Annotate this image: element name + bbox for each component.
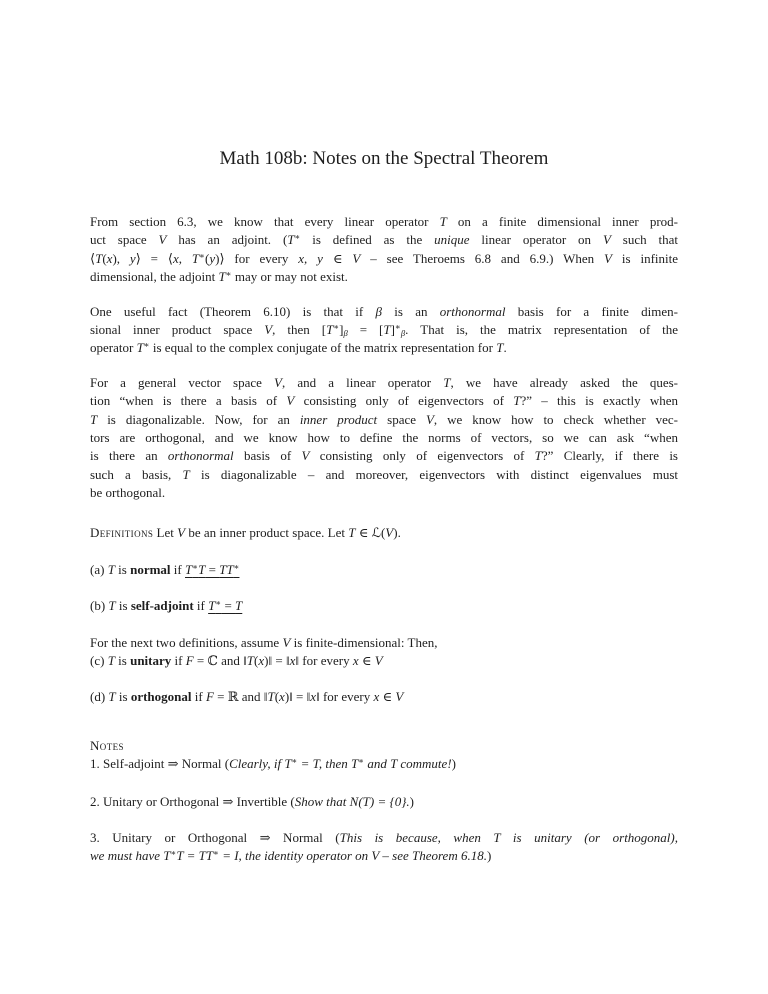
page-title: Math 108b: Notes on the Spectral Theorem	[219, 148, 549, 169]
text-line: (a) T is normal if T∗T = TT∗	[90, 561, 240, 577]
notes-heading	[90, 737, 678, 755]
definition-b-self-adjoint	[90, 597, 678, 615]
text-line: (c) T is unitary if F = ℂ and ‖T(x)‖ = ‖x‖ for every x ∈ V	[90, 653, 383, 669]
paragraph-theorem-6-10	[90, 303, 678, 358]
text-line: T is diagonalizable. Now, for an inner product space V, we know how to check whether vec-	[90, 411, 678, 427]
definition-d-orthogonal	[90, 688, 678, 706]
definition-c-unitary	[90, 652, 678, 670]
definitions-cd-intro	[90, 634, 678, 652]
text-line: (d) T is orthogonal if F = ℝ and ‖T(x)‖ = ‖x‖ for every x ∈ V	[90, 689, 404, 705]
text-line: dimensional, the adjoint T∗ may or may not exist.	[90, 268, 348, 285]
note-2-unitary-implies-invertible	[90, 793, 678, 811]
text-line: (b) T is self-adjoint if T∗ = T	[90, 597, 243, 614]
text-line: 3. Unitary or Orthogonal ⇒ Normal (This is because, when T is unitary (or orthogonal),	[90, 829, 679, 845]
text-line: we must have T∗T = TT∗ = I, the identity operator on V – see Theorem 6.18.)	[90, 848, 492, 864]
text-line: is there an orthonormal basis of V consisting only of eigenvectors of T?” Clearly, if there is	[90, 448, 678, 464]
text-line: operator T∗ is equal to the complex conjugate of the matrix representation for T.	[90, 340, 507, 356]
text-line: such a basis, T is diagonalizable – and moreover, eigenvectors with distinct eigenvalues must	[90, 466, 678, 482]
text-line: From section 6.3, we know that every linear operator T on a finite dimensional inner prod-	[90, 214, 678, 229]
definitions-heading	[90, 524, 678, 542]
note-3-unitary-implies-normal	[90, 829, 678, 866]
text-line: uct space V has an adjoint. (T∗ is defined as the unique linear operator on V such that	[90, 232, 678, 248]
paragraph-adjoint-definition	[90, 213, 678, 287]
text-line: For the next two definitions, assume V is finite-dimensional: Then,	[90, 634, 438, 650]
definition-a-normal	[90, 561, 678, 579]
text-line: 1. Self-adjoint ⇒ Normal (Clearly, if T∗ = T, then T∗ and T commute!)	[90, 755, 456, 772]
text-line: ⟨T(x), y⟩ = ⟨x, T∗(y)⟩ for every x, y ∈ V – see Theroems 6.8 and 6.9.) When V is infinite	[90, 250, 679, 266]
text-line: 2. Unitary or Orthogonal ⇒ Invertible (Show that N(T) = {0}.)	[90, 793, 414, 809]
text-line: Notes	[90, 737, 124, 753]
note-1-self-adjoint-implies-normal	[90, 755, 678, 773]
text-line: Definitions Let V be an inner product space. Let T ∈ ℒ(V).	[90, 525, 401, 541]
text-line: For a general vector space V, and a linear operator T, we have already asked the ques-	[90, 374, 678, 390]
text-line: tors are orthogonal, and we know how to define the norms of vectors, so we can ask “when	[90, 429, 678, 445]
text-line: tion “when is there a basis of V consisting only of eigenvectors of T?” – this is exactly when	[90, 393, 679, 409]
text-line: be orthogonal.	[90, 485, 166, 501]
text-line: One useful fact (Theorem 6.10) is that if β is an orthonormal basis for a finite dimen-	[90, 303, 678, 319]
paragraph-orthonormal-basis-question	[90, 374, 678, 503]
document-title-block	[90, 146, 678, 172]
text-line: sional inner product space V, then $[T^∗]_\beta = [T]^∗_\beta$. That is, the matrix representation of the	[90, 321, 679, 339]
